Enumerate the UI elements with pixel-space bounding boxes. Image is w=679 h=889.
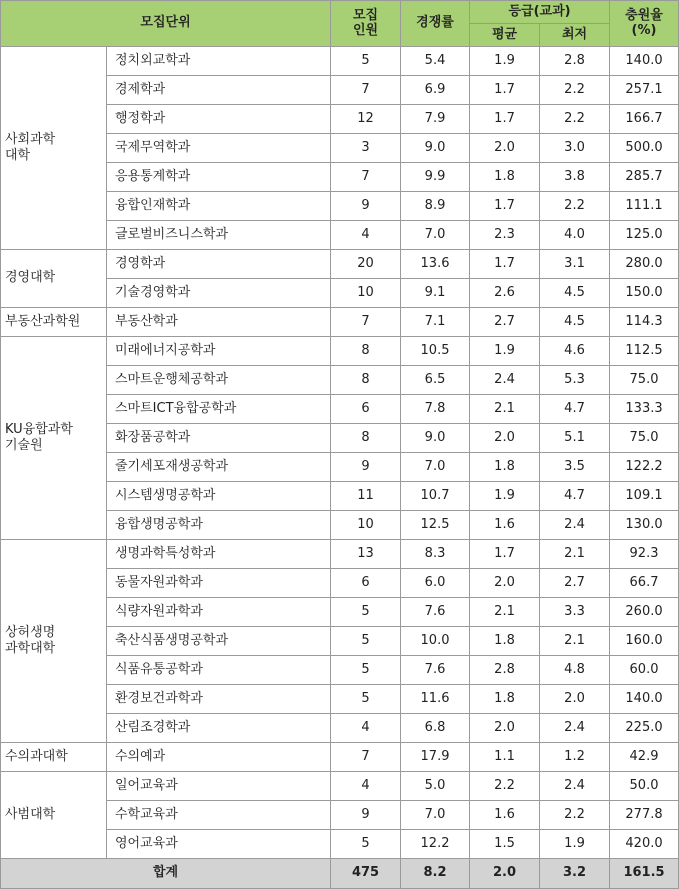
dept-cell: 스마트ICT융합공학과	[107, 395, 331, 424]
fill-rate-cell: 60.0	[610, 656, 679, 685]
competition-cell: 7.0	[401, 221, 470, 250]
grade-min-cell: 2.2	[540, 192, 610, 221]
grade-min-cell: 3.0	[540, 134, 610, 163]
dept-cell: 시스템생명공학과	[107, 482, 331, 511]
fill-rate-cell: 140.0	[610, 685, 679, 714]
dept-cell: 행정학과	[107, 105, 331, 134]
competition-cell: 9.0	[401, 134, 470, 163]
total-row	[1, 859, 679, 889]
fill-rate-cell: 133.3	[610, 395, 679, 424]
recruit-cell: 7	[331, 76, 401, 105]
recruit-cell: 4	[331, 714, 401, 743]
competition-cell: 6.9	[401, 76, 470, 105]
grade-min-cell: 2.1	[540, 540, 610, 569]
grade-min-cell: 5.1	[540, 424, 610, 453]
competition-cell: 7.0	[401, 453, 470, 482]
grade-min-cell: 4.5	[540, 308, 610, 337]
dept-cell: 줄기세포재생공학과	[107, 453, 331, 482]
grade-avg-cell: 1.7	[470, 105, 540, 134]
competition-cell: 7.6	[401, 656, 470, 685]
table-row	[1, 772, 679, 801]
competition-cell: 8.3	[401, 540, 470, 569]
grade-avg-cell: 2.3	[470, 221, 540, 250]
competition-cell: 7.8	[401, 395, 470, 424]
grade-min-cell: 2.0	[540, 685, 610, 714]
competition-cell: 6.0	[401, 569, 470, 598]
competition-cell: 7.0	[401, 801, 470, 830]
recruit-cell: 7	[331, 308, 401, 337]
grade-avg-cell: 1.7	[470, 540, 540, 569]
grade-avg-cell: 1.7	[470, 192, 540, 221]
grade-min-cell: 2.2	[540, 801, 610, 830]
competition-cell: 9.1	[401, 279, 470, 308]
grade-min-cell: 4.5	[540, 279, 610, 308]
competition-cell: 10.0	[401, 627, 470, 656]
dept-cell: 환경보건과학과	[107, 685, 331, 714]
grade-avg-cell: 2.0	[470, 134, 540, 163]
fill-rate-cell: 225.0	[610, 714, 679, 743]
dept-cell: 축산식품생명공학과	[107, 627, 331, 656]
fill-rate-cell: 277.8	[610, 801, 679, 830]
recruit-cell: 8	[331, 337, 401, 366]
grade-min-cell: 4.0	[540, 221, 610, 250]
recruit-cell: 5	[331, 656, 401, 685]
total-recruit: 475	[331, 859, 401, 889]
header-grade-avg: 평균	[470, 24, 540, 47]
fill-rate-cell: 500.0	[610, 134, 679, 163]
grade-min-cell: 3.5	[540, 453, 610, 482]
grade-avg-cell: 1.9	[470, 47, 540, 76]
grade-avg-cell: 2.6	[470, 279, 540, 308]
competition-cell: 12.5	[401, 511, 470, 540]
grade-avg-cell: 2.0	[470, 714, 540, 743]
recruit-cell: 5	[331, 627, 401, 656]
grade-avg-cell: 1.7	[470, 76, 540, 105]
grade-avg-cell: 1.6	[470, 511, 540, 540]
recruit-cell: 9	[331, 801, 401, 830]
table-row	[1, 337, 679, 366]
dept-cell: 화장품공학과	[107, 424, 331, 453]
table-row	[1, 47, 679, 76]
grade-min-cell: 2.2	[540, 105, 610, 134]
header-recruit: 모집 인원	[331, 1, 401, 47]
grade-avg-cell: 2.1	[470, 598, 540, 627]
table-row	[1, 540, 679, 569]
fill-rate-cell: 140.0	[610, 47, 679, 76]
dept-cell: 스마트운행체공학과	[107, 366, 331, 395]
fill-rate-cell: 92.3	[610, 540, 679, 569]
grade-avg-cell: 2.7	[470, 308, 540, 337]
competition-cell: 6.8	[401, 714, 470, 743]
dept-cell: 동물자원과학과	[107, 569, 331, 598]
fill-rate-cell: 112.5	[610, 337, 679, 366]
total-grade-min: 3.2	[540, 859, 610, 889]
recruit-cell: 4	[331, 221, 401, 250]
dept-cell: 수의예과	[107, 743, 331, 772]
competition-cell: 9.0	[401, 424, 470, 453]
grade-min-cell: 3.8	[540, 163, 610, 192]
recruit-cell: 10	[331, 279, 401, 308]
college-cell: 수의과대학	[1, 743, 107, 772]
dept-cell: 일어교육과	[107, 772, 331, 801]
header-grade-min: 최저	[540, 24, 610, 47]
recruit-cell: 8	[331, 424, 401, 453]
total-fill-rate: 161.5	[610, 859, 679, 889]
competition-cell: 7.9	[401, 105, 470, 134]
fill-rate-cell: 160.0	[610, 627, 679, 656]
recruit-cell: 20	[331, 250, 401, 279]
grade-avg-cell: 2.4	[470, 366, 540, 395]
competition-cell: 5.0	[401, 772, 470, 801]
competition-cell: 17.9	[401, 743, 470, 772]
grade-avg-cell: 1.8	[470, 453, 540, 482]
grade-min-cell: 2.4	[540, 714, 610, 743]
competition-cell: 7.6	[401, 598, 470, 627]
fill-rate-cell: 75.0	[610, 366, 679, 395]
grade-min-cell: 2.7	[540, 569, 610, 598]
fill-rate-cell: 42.9	[610, 743, 679, 772]
recruit-cell: 7	[331, 163, 401, 192]
competition-cell: 5.4	[401, 47, 470, 76]
table-body	[1, 47, 679, 859]
dept-cell: 산림조경학과	[107, 714, 331, 743]
grade-min-cell: 3.1	[540, 250, 610, 279]
grade-avg-cell: 2.0	[470, 569, 540, 598]
grade-avg-cell: 1.8	[470, 627, 540, 656]
competition-cell: 11.6	[401, 685, 470, 714]
competition-cell: 10.7	[401, 482, 470, 511]
header-unit: 모집단위	[1, 1, 331, 47]
fill-rate-cell: 125.0	[610, 221, 679, 250]
college-cell: 경영대학	[1, 250, 107, 308]
grade-min-cell: 1.2	[540, 743, 610, 772]
college-cell: 상허생명 과학대학	[1, 540, 107, 743]
fill-rate-cell: 109.1	[610, 482, 679, 511]
dept-cell: 응용통계학과	[107, 163, 331, 192]
fill-rate-cell: 111.1	[610, 192, 679, 221]
fill-rate-cell: 66.7	[610, 569, 679, 598]
recruit-cell: 9	[331, 192, 401, 221]
dept-cell: 부동산학과	[107, 308, 331, 337]
fill-rate-cell: 166.7	[610, 105, 679, 134]
recruit-cell: 3	[331, 134, 401, 163]
table-footer	[1, 859, 679, 889]
dept-cell: 융합생명공학과	[107, 511, 331, 540]
fill-rate-cell: 257.1	[610, 76, 679, 105]
grade-avg-cell: 1.9	[470, 337, 540, 366]
header-competition: 경쟁률	[401, 1, 470, 47]
fill-rate-cell: 75.0	[610, 424, 679, 453]
fill-rate-cell: 420.0	[610, 830, 679, 859]
recruit-cell: 12	[331, 105, 401, 134]
table-row	[1, 743, 679, 772]
total-label: 합계	[1, 859, 331, 889]
grade-avg-cell: 2.1	[470, 395, 540, 424]
dept-cell: 융합인재학과	[107, 192, 331, 221]
dept-cell: 글로벌비즈니스학과	[107, 221, 331, 250]
grade-avg-cell: 2.8	[470, 656, 540, 685]
grade-min-cell: 4.8	[540, 656, 610, 685]
college-cell: 부동산과학원	[1, 308, 107, 337]
dept-cell: 식량자원과학과	[107, 598, 331, 627]
grade-min-cell: 4.7	[540, 482, 610, 511]
table-header	[1, 1, 679, 47]
grade-avg-cell: 1.5	[470, 830, 540, 859]
grade-avg-cell: 1.6	[470, 801, 540, 830]
grade-avg-cell: 1.8	[470, 685, 540, 714]
fill-rate-cell: 50.0	[610, 772, 679, 801]
grade-min-cell: 2.1	[540, 627, 610, 656]
fill-rate-cell: 130.0	[610, 511, 679, 540]
competition-cell: 8.9	[401, 192, 470, 221]
fill-rate-cell: 280.0	[610, 250, 679, 279]
grade-avg-cell: 1.9	[470, 482, 540, 511]
college-cell: 사회과학 대학	[1, 47, 107, 250]
grade-avg-cell: 1.8	[470, 163, 540, 192]
recruit-cell: 7	[331, 743, 401, 772]
dept-cell: 생명과학특성학과	[107, 540, 331, 569]
recruit-cell: 10	[331, 511, 401, 540]
recruit-cell: 6	[331, 569, 401, 598]
competition-cell: 7.1	[401, 308, 470, 337]
total-grade-avg: 2.0	[470, 859, 540, 889]
dept-cell: 기술경영학과	[107, 279, 331, 308]
fill-rate-cell: 150.0	[610, 279, 679, 308]
recruit-cell: 8	[331, 366, 401, 395]
grade-min-cell: 2.4	[540, 511, 610, 540]
fill-rate-cell: 114.3	[610, 308, 679, 337]
college-cell: KU융합과학 기술원	[1, 337, 107, 540]
total-competition: 8.2	[401, 859, 470, 889]
grade-avg-cell: 2.2	[470, 772, 540, 801]
dept-cell: 수학교육과	[107, 801, 331, 830]
competition-cell: 10.5	[401, 337, 470, 366]
grade-min-cell: 5.3	[540, 366, 610, 395]
table-row	[1, 250, 679, 279]
dept-cell: 영어교육과	[107, 830, 331, 859]
fill-rate-cell: 122.2	[610, 453, 679, 482]
recruit-cell: 9	[331, 453, 401, 482]
grade-min-cell: 1.9	[540, 830, 610, 859]
grade-min-cell: 4.7	[540, 395, 610, 424]
header-grade: 등급(교과)	[470, 1, 610, 24]
competition-cell: 9.9	[401, 163, 470, 192]
table-row	[1, 308, 679, 337]
recruit-cell: 5	[331, 685, 401, 714]
dept-cell: 식품유통공학과	[107, 656, 331, 685]
grade-min-cell: 3.3	[540, 598, 610, 627]
header-fill-rate: 충원율 (%)	[610, 1, 679, 47]
recruit-cell: 13	[331, 540, 401, 569]
competition-cell: 12.2	[401, 830, 470, 859]
competition-cell: 6.5	[401, 366, 470, 395]
dept-cell: 경제학과	[107, 76, 331, 105]
recruit-cell: 5	[331, 598, 401, 627]
grade-min-cell: 2.8	[540, 47, 610, 76]
dept-cell: 경영학과	[107, 250, 331, 279]
grade-min-cell: 4.6	[540, 337, 610, 366]
recruit-cell: 4	[331, 772, 401, 801]
fill-rate-cell: 285.7	[610, 163, 679, 192]
dept-cell: 미래에너지공학과	[107, 337, 331, 366]
grade-min-cell: 2.2	[540, 76, 610, 105]
competition-cell: 13.6	[401, 250, 470, 279]
dept-cell: 정치외교학과	[107, 47, 331, 76]
recruit-cell: 5	[331, 47, 401, 76]
grade-avg-cell: 1.1	[470, 743, 540, 772]
dept-cell: 국제무역학과	[107, 134, 331, 163]
recruit-cell: 6	[331, 395, 401, 424]
fill-rate-cell: 260.0	[610, 598, 679, 627]
grade-avg-cell: 2.0	[470, 424, 540, 453]
college-cell: 사범대학	[1, 772, 107, 859]
grade-avg-cell: 1.7	[470, 250, 540, 279]
recruit-cell: 5	[331, 830, 401, 859]
recruit-cell: 11	[331, 482, 401, 511]
grade-min-cell: 2.4	[540, 772, 610, 801]
